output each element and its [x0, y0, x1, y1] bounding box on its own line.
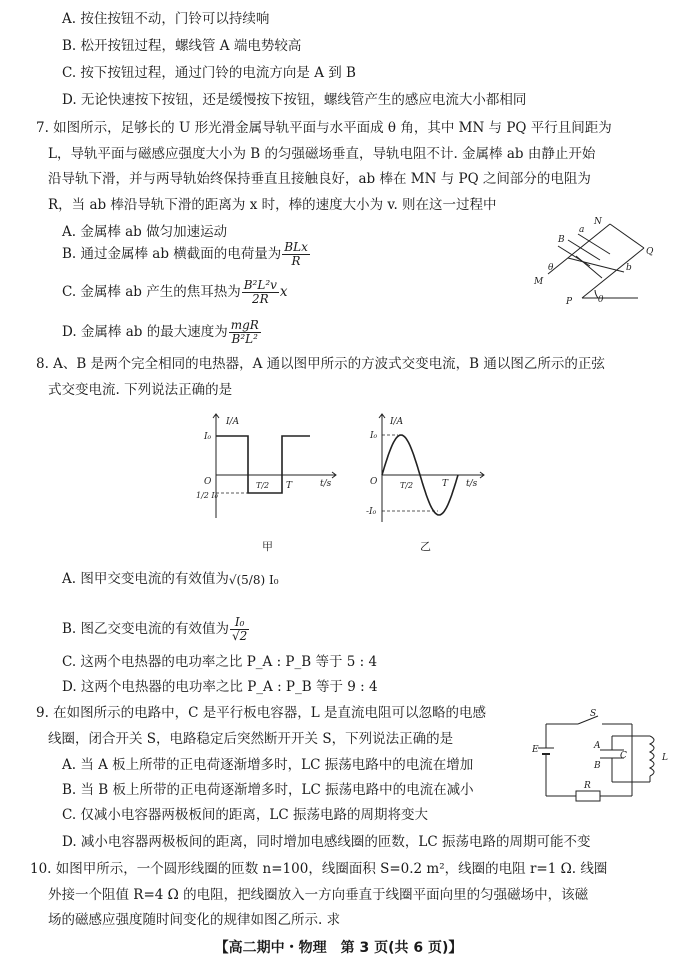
q8-fig2-caption: 乙	[420, 540, 431, 553]
q8-fig2-ylabel: I/A	[390, 417, 404, 427]
q7-inclined-rail-figure	[528, 212, 668, 308]
q7-option-c: C. 金属棒 ab 产生的焦耳热为 $\frac{\text{B²L²v}}{2R}$ x	[62, 278, 288, 306]
page-footer: 【高二期中・物理 第 3 页(共 6 页)】	[214, 940, 463, 956]
q10-stem-line1: 10. 如图甲所示，一个圆形线圈的匝数 n=100，线圈面积 S=0.2 m²，线圈的电阻 r=1 Ω. 线圈	[30, 861, 608, 877]
q8-square-wave-figure	[196, 410, 346, 555]
q7-option-a: A. 金属棒 ab 做匀加速运动	[62, 224, 228, 240]
q9-option-b: B. 当 B 板上所带的正电荷逐渐增多时，LC 振荡电路中的电流在减小	[62, 782, 474, 798]
q8-option-b: B. 图乙交变电流的有效值为 $\frac{\text{I₀}}{√2}$	[62, 615, 248, 643]
q9-option-a: A. 当 A 板上所带的正电荷逐渐增多时，LC 振荡电路中的电流在增加	[62, 757, 474, 773]
q8-option-c: C. 这两个电热器的电功率之比 P_A : P_B 等于 5 : 4	[62, 654, 378, 670]
q8-a-expression: √(5/8) I₀	[228, 572, 279, 587]
q7-label-theta: θ	[598, 295, 604, 305]
q7-label-p: P	[566, 297, 573, 307]
q9-label-e: E	[532, 745, 539, 755]
q7-label-q: Q	[646, 247, 654, 257]
q9-label-r: R	[584, 781, 591, 791]
q7-label-theta-2: θ	[548, 263, 554, 273]
q7-stem-line4: R，当 ab 棒沿导轨下滑的距离为 x 时，棒的速度大小为 v. 则在这一过程中	[48, 197, 497, 213]
q9-stem-line1: 9. 在如图所示的电路中，C 是平行板电容器，L 是直流电阻可以忽略的电感	[36, 705, 487, 721]
q8-fig1-origin: O	[204, 477, 212, 487]
q8-fig2-i0: I₀	[370, 431, 378, 441]
q7-b-denominator: R	[291, 254, 301, 268]
q7-label-a: a	[579, 225, 585, 235]
q8-fig2-xlabel: t/s	[466, 479, 478, 489]
q8-fig1-half-i0: 1/2 I₀	[196, 491, 218, 500]
q8-fig2-t: T	[442, 479, 449, 489]
q8-stem-line1: 8. A、B 是两个完全相同的电热器，A 通以图甲所示的方波式交变电流，B 通以图乙所示的正弦	[36, 356, 605, 372]
q9-label-plate-a: A	[594, 741, 601, 751]
q7-label-n: N	[594, 217, 602, 227]
q8-fig1-t-half: T/2	[256, 481, 270, 490]
q8-fig1-xlabel: t/s	[320, 479, 332, 489]
q9-label-s: S	[590, 709, 597, 719]
q8-sine-wave-figure	[362, 410, 492, 555]
q8-fig2-origin: O	[370, 477, 378, 487]
q7-label-b-field: B	[558, 235, 565, 245]
q8-fig1-caption: 甲	[262, 540, 273, 553]
q10-stem-line2: 外接一个阻值 R=4 Ω 的电阻，把线圈放入一方向垂直于线圈平面向里的匀强磁场中，该磁	[48, 887, 589, 903]
q9-label-plate-b: B	[594, 761, 601, 771]
q6-option-b: B. 松开按钮过程，螺线管 A 端电势较高	[62, 38, 302, 54]
q9-label-c: C	[620, 751, 627, 761]
q8-fig1-i0: I₀	[204, 432, 212, 442]
q9-stem-line2: 线圈，闭合开关 S，电路稳定后突然断开开关 S，下列说法正确的是	[48, 731, 454, 747]
q6-option-d: D. 无论快速按下按钮，还是缓慢按下按钮，螺线管产生的感应电流大小都相同	[62, 92, 527, 108]
q9-lc-circuit-figure	[532, 708, 672, 808]
q8-fig2-t-half: T/2	[400, 481, 414, 490]
q8-option-d: D. 这两个电热器的电功率之比 P_A : P_B 等于 9 : 4	[62, 679, 378, 695]
q8-stem-line2: 式交变电流. 下列说法正确的是	[48, 382, 233, 398]
q7-stem-line3: 沿导轨下滑，并与两导轨始终保持垂直且接触良好，ab 棒在 MN 与 PQ 之间部分的电阻为	[48, 171, 591, 187]
q7-label-b-end: b	[626, 263, 632, 273]
q9-option-c: C. 仅减小电容器两极板间的距离，LC 振荡电路的周期将变大	[62, 807, 429, 823]
q8-fig2-neg-i0: -I₀	[366, 507, 377, 517]
q8-fig1-ylabel: I/A	[226, 417, 240, 427]
q6-option-c: C. 按下按钮过程，通过门铃的电流方向是 A 到 B	[62, 65, 356, 81]
q7-stem-line2: L，导轨平面与磁感应强度大小为 B 的匀强磁场垂直，导轨电阻不计. 金属棒 ab 由静止开始	[48, 146, 596, 162]
q10-stem-line3: 场的磁感应强度随时间变化的规律如图乙所示. 求	[48, 912, 341, 928]
q7-b-numerator: BLx	[284, 240, 308, 254]
q8-fig1-t: T	[286, 481, 293, 491]
q8-option-a: A. 图甲交变电流的有效值为√(5/8) I₀	[62, 571, 279, 587]
q7-option-b: B. 通过金属棒 ab 横截面的电荷量为 $\frac{\text{BLx}}{R}$	[62, 240, 308, 268]
q7-stem-line1: 7. 如图所示，足够长的 U 形光滑金属导轨平面与水平面成 θ 角，其中 MN 与 PQ 平行且间距为	[36, 120, 612, 136]
q7-label-m: M	[534, 277, 544, 287]
q6-option-a: A. 按住按钮不动，门铃可以持续响	[62, 11, 270, 27]
q9-label-l: L	[662, 753, 668, 763]
q7-option-d: D. 金属棒 ab 的最大速度为 $\frac{\text{mgR}}{\text{B²L²}}$	[62, 318, 259, 346]
q9-option-d: D. 减小电容器两极板间的距离，同时增加电感线圈的匝数，LC 振荡电路的周期可能不变	[62, 834, 591, 850]
